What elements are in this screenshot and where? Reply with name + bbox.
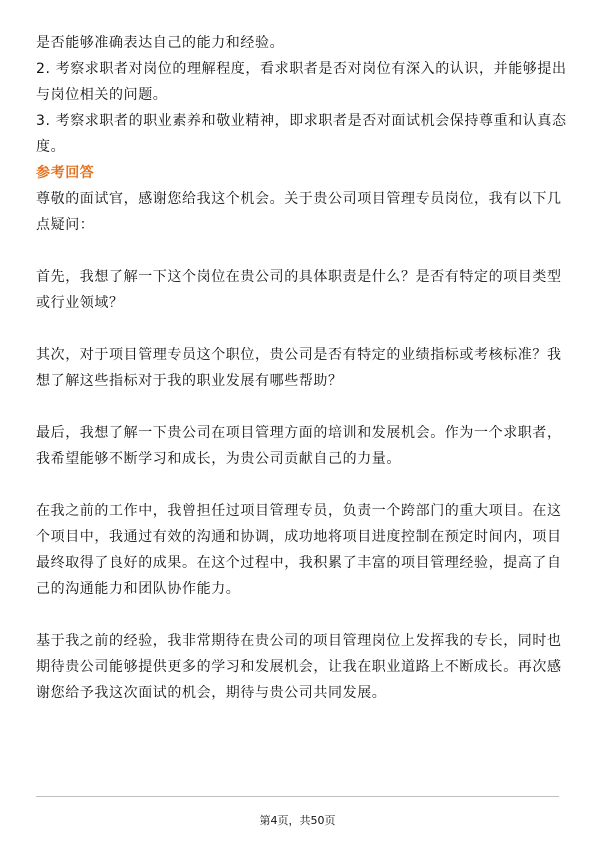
paragraph-gap: [36, 394, 559, 420]
page-number: 第4页，共50页: [259, 814, 336, 827]
answer-paragraph: [36, 420, 562, 472]
text-line: 是否能够准确表达自己的能力和经验。: [36, 35, 285, 51]
text-line: 最后，我想了解一下贵公司在项目管理方面的培训和发展机会。作为一个求职者，: [36, 425, 562, 441]
text-line: 我希望能够不断学习和成长，为贵公司贡献自己的力量。: [36, 451, 401, 467]
text-line: 己的沟通能力和团队协作能力。: [36, 581, 241, 597]
text-line: 首先，我想了解一下这个岗位在贵公司的具体职责是什么？是否有特定的项目类型: [36, 269, 562, 285]
text-line: 点疑问：: [36, 217, 95, 233]
text-line: 与岗位相关的问题。: [36, 87, 168, 103]
footer-divider: [36, 796, 559, 797]
answer-paragraph: [36, 498, 562, 602]
text-line: 3. 考察求职者的职业素养和敬业精神，即求职者是否对面试机会保持尊重和认真态: [36, 113, 567, 129]
answer-paragraph: [36, 186, 562, 238]
paragraph-gap: [36, 602, 559, 628]
paragraph-gap: [36, 238, 559, 264]
text-line: 在我之前的工作中，我曾担任过项目管理专员，负责一个跨部门的重大项目。在这: [36, 503, 562, 519]
text-line: 尊敬的面试官，感谢您给我这个机会。关于贵公司项目管理专员岗位，我有以下几: [36, 191, 562, 207]
text-line: 最终取得了良好的成果。在这个过程中，我积累了丰富的项目管理经验，提高了自: [36, 555, 562, 571]
intro-section: [36, 30, 567, 160]
paragraph-gap: [36, 472, 559, 498]
text-line: 或行业领域？: [36, 295, 124, 311]
text-line: 期待贵公司能够提供更多的学习和发展机会，让我在职业道路上不断成长。再次感: [36, 659, 562, 675]
text-line: 想了解这些指标对于我的职业发展有哪些帮助？: [36, 373, 343, 389]
answer-paragraph: [36, 628, 562, 706]
answer-paragraph: [36, 264, 562, 316]
text-line: 基于我之前的经验，我非常期待在贵公司的项目管理岗位上发挥我的专长，同时也: [36, 633, 562, 649]
answer-paragraph: [36, 342, 562, 394]
text-line: 2. 考察求职者对岗位的理解程度，看求职者是否对岗位有深入的认识，并能够提出: [36, 61, 567, 77]
text-line: 个项目中，我通过有效的沟通和协调，成功地将项目进度控制在预定时间内，项目: [36, 529, 562, 545]
text-line: 谢您给予我这次面试的机会，期待与贵公司共同发展。: [36, 685, 387, 701]
paragraph-gap: [36, 316, 559, 342]
text-line: 度。: [36, 139, 66, 155]
document-body: [36, 30, 567, 706]
section-heading: 参考回答: [36, 165, 95, 181]
text-line: 其次，对于项目管理专员这个职位，贵公司是否有特定的业绩指标或考核标准？我: [36, 347, 562, 363]
